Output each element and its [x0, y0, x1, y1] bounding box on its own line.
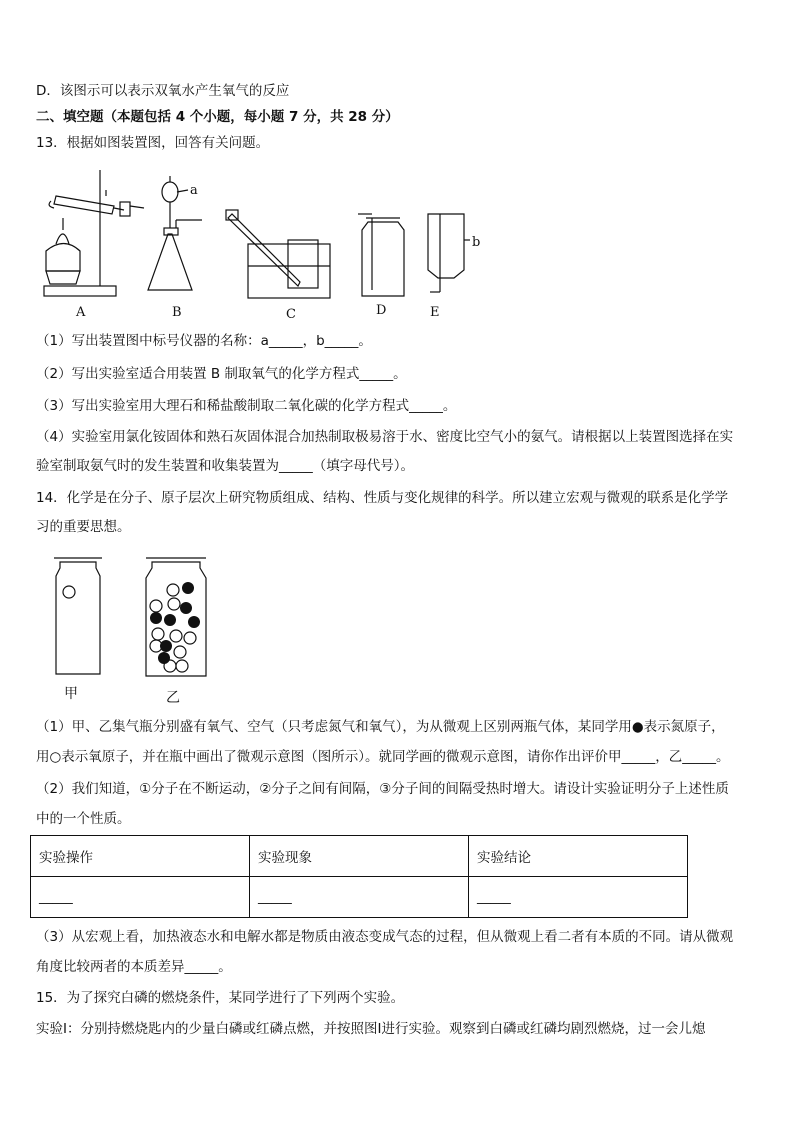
question-14-1a: （1）甲、乙集气瓶分别盛有氧气、空气（只考虑氮气和氧气），为从微观上区别两瓶气体，某同学用●表示氮原子，	[36, 719, 725, 735]
gas-bottles-figure	[46, 554, 246, 714]
question-13-2: （2）写出实验室适合用装置 B 制取氧气的化学方程式_____。	[36, 366, 407, 382]
table-header: 实验现象	[250, 836, 469, 877]
question-13-1: （1）写出装置图中标号仪器的名称：a_____，b_____。	[36, 333, 372, 349]
label-e: E	[430, 305, 440, 320]
bottle-label-yi: 乙	[166, 690, 180, 706]
label-c: C	[286, 307, 296, 322]
experiment-table	[30, 835, 688, 918]
question-14a: 14．化学是在分子、原子层次上研究物质组成、结构、性质与变化规律的科学。所以建立宏观与微观的联系是化学学	[36, 490, 729, 506]
table-header: 实验结论	[469, 836, 688, 877]
mark-a: a	[190, 183, 198, 198]
question-13-4b: 验室制取氨气时的发生装置和收集装置为_____（填字母代号）。	[36, 458, 414, 474]
question-14-2a: （2）我们知道，①分子在不断运动，②分子之间有间隔，③分子间的间隔受热时增大。请设计实验证明分子上述性质	[36, 781, 729, 797]
question-14b: 习的重要思想。	[36, 519, 131, 535]
question-15-experiment-1: 实验Ⅰ：分别持燃烧匙内的少量白磷或红磷点燃，并按照图Ⅰ进行实验。观察到白磷或红磷均剧烈燃烧，过一会儿熄	[36, 1021, 706, 1037]
bottle-label-jia: 甲	[64, 686, 78, 702]
question-14-2b: 中的一个性质。	[36, 811, 131, 827]
question-14-3a: （3）从宏观上看，加热液态水和电解水都是物质由液态变成气态的过程，但从微观上看二者有本质的不同。请从微观	[36, 929, 734, 945]
question-13-3: （3）写出实验室用大理石和稀盐酸制取二氧化碳的化学方程式_____。	[36, 398, 457, 414]
apparatus-figure	[36, 166, 516, 326]
question-15: 15．为了探究白磷的燃烧条件，某同学进行了下列两个实验。	[36, 990, 405, 1006]
table-row	[31, 877, 688, 918]
table-cell: _____	[469, 877, 688, 918]
section-heading: 二、填空题（本题包括 4 个小题，每小题 7 分，共 28 分）	[36, 109, 399, 125]
label-a: A	[76, 305, 86, 320]
table-header-row	[31, 836, 688, 877]
question-14-1b: 用○表示氧原子，并在瓶中画出了微观示意图（图所示）。就同学画的微观示意图，请你作出评价甲_____，乙_____。	[36, 749, 730, 765]
table-cell: _____	[31, 877, 250, 918]
label-d: D	[376, 303, 387, 318]
table-header: 实验操作	[31, 836, 250, 877]
option-d: D．该图示可以表示双氧水产生氧气的反应	[36, 83, 290, 99]
question-13: 13．根据如图装置图，回答有关问题。	[36, 135, 270, 151]
question-13-4a: （4）实验室用氯化铵固体和熟石灰固体混合加热制取极易溶于水、密度比空气小的氨气。请根据以上装置图选择在实	[36, 429, 734, 445]
question-14-3b: 角度比较两者的本质差异_____。	[36, 959, 232, 975]
table-cell: _____	[250, 877, 469, 918]
mark-b: b	[472, 235, 481, 250]
label-b: B	[172, 305, 182, 320]
